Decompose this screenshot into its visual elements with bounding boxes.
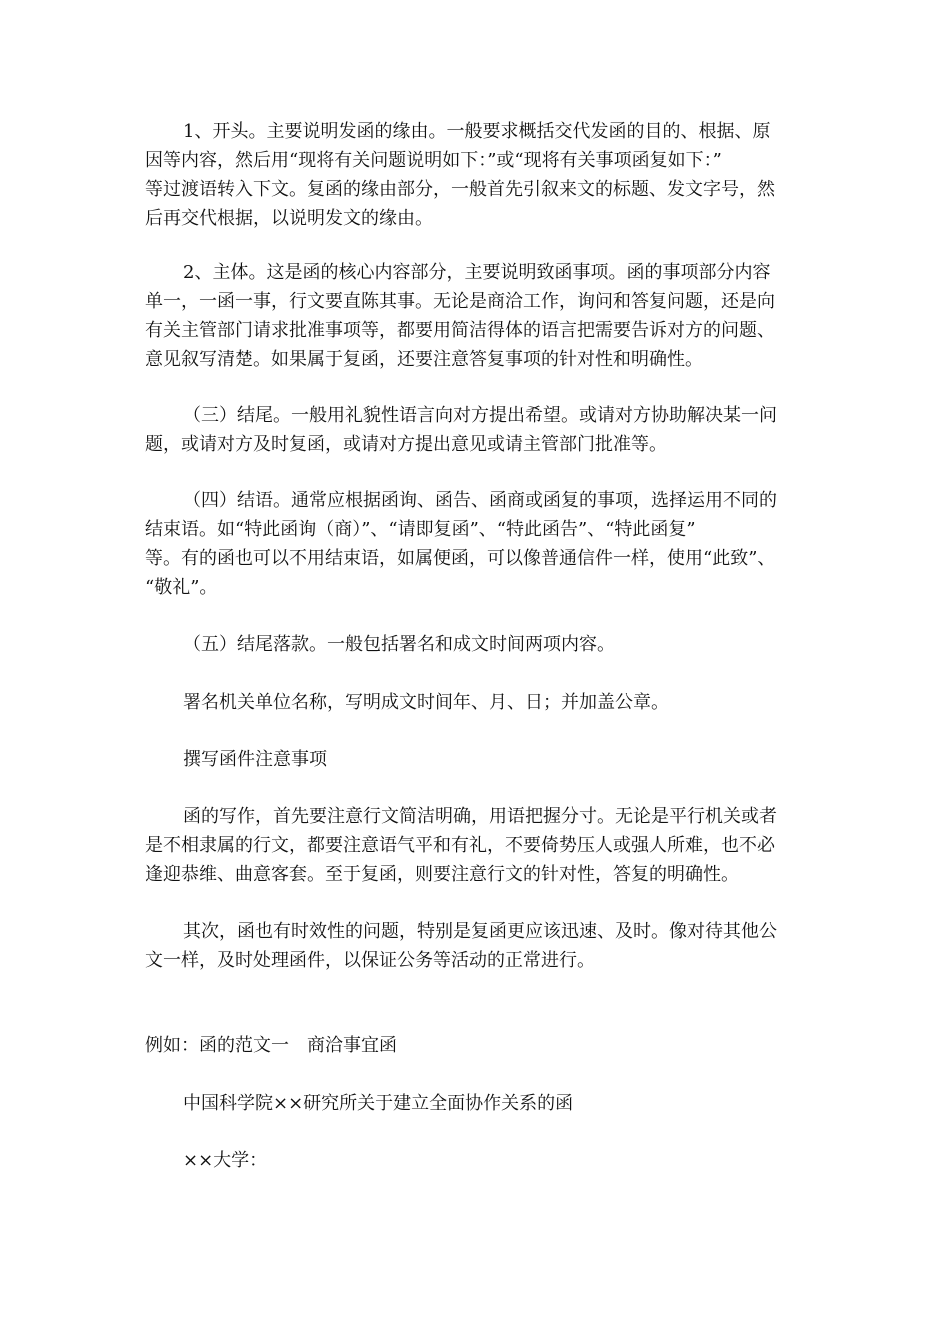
text-line: 题，或请对方及时复函，或请对方提出意见或请主管部门批准等。	[145, 434, 667, 455]
text-line: （三）结尾。一般用礼貌性语言向对方提出希望。或请对方协助解决某一问	[183, 405, 777, 426]
example-heading	[145, 1031, 815, 1060]
letter-salutation	[145, 1146, 815, 1175]
text-line: 例如：函的范文一 商洽事宜函	[145, 1035, 397, 1056]
paragraph-ending	[145, 401, 815, 459]
text-line: 2、主体。这是函的核心内容部分，主要说明致函事项。函的事项部分内容	[183, 262, 771, 283]
text-line: 其次，函也有时效性的问题，特别是复函更应该迅速、及时。像对待其他公	[183, 921, 777, 942]
text-line: 后再交代根据，以说明发文的缘由。	[145, 208, 433, 229]
text-line: 函的写作，首先要注意行文简洁明确，用语把握分寸。无论是平行机关或者	[183, 806, 777, 827]
text-line: 因等内容，然后用“现将有关问题说明如下：”或“现将有关事项函复如下：”	[145, 150, 722, 171]
text-line: 文一样，及时处理函件，以保证公务等活动的正常进行。	[145, 950, 595, 971]
paragraph-opening	[145, 117, 815, 233]
text-line: 1、开头。主要说明发函的缘由。一般要求概括交代发函的目的、根据、原	[183, 121, 771, 142]
text-line: 署名机关单位名称，写明成文时间年、月、日；并加盖公章。	[183, 692, 669, 713]
text-line: 中国科学院××研究所关于建立全面协作关系的函	[183, 1093, 574, 1114]
paragraph-notes-1	[145, 802, 815, 889]
text-line: 逢迎恭维、曲意客套。至于复函，则要注意行文的针对性，答复的明确性。	[145, 864, 739, 885]
paragraph-notes-2	[145, 917, 815, 975]
text-line: “敬礼”。	[145, 577, 218, 598]
paragraph-body	[145, 258, 815, 374]
paragraph-signature-detail	[145, 688, 815, 717]
paragraph-signature	[145, 630, 815, 659]
text-line: （四）结语。通常应根据函询、函告、函商或函复的事项，选择运用不同的	[183, 490, 777, 511]
text-line: 等过渡语转入下文。复函的缘由部分，一般首先引叙来文的标题、发文字号，然	[145, 179, 775, 200]
letter-title	[145, 1089, 815, 1118]
text-line: 等。有的函也可以不用结束语，如属便函，可以像普通信件一样，使用“此致”、	[145, 548, 776, 569]
text-line: 撰写函件注意事项	[183, 749, 327, 770]
text-line: ××大学：	[183, 1150, 268, 1171]
paragraph-closing-words	[145, 486, 815, 602]
section-heading	[145, 745, 815, 774]
text-line: 是不相隶属的行文，都要注意语气平和有礼，不要倚势压人或强人所难，也不必	[145, 835, 775, 856]
text-line: 意见叙写清楚。如果属于复函，还要注意答复事项的针对性和明确性。	[145, 349, 703, 370]
text-line: 有关主管部门请求批准事项等，都要用简洁得体的语言把需要告诉对方的问题、	[145, 320, 775, 341]
text-line: （五）结尾落款。一般包括署名和成文时间两项内容。	[183, 634, 615, 655]
text-line: 单一，一函一事，行文要直陈其事。无论是商洽工作，询问和答复问题，还是向	[145, 291, 775, 312]
text-line: 结束语。如“特此函询（商）”、“请即复函”、“特此函告”、“特此函复”	[145, 519, 696, 540]
